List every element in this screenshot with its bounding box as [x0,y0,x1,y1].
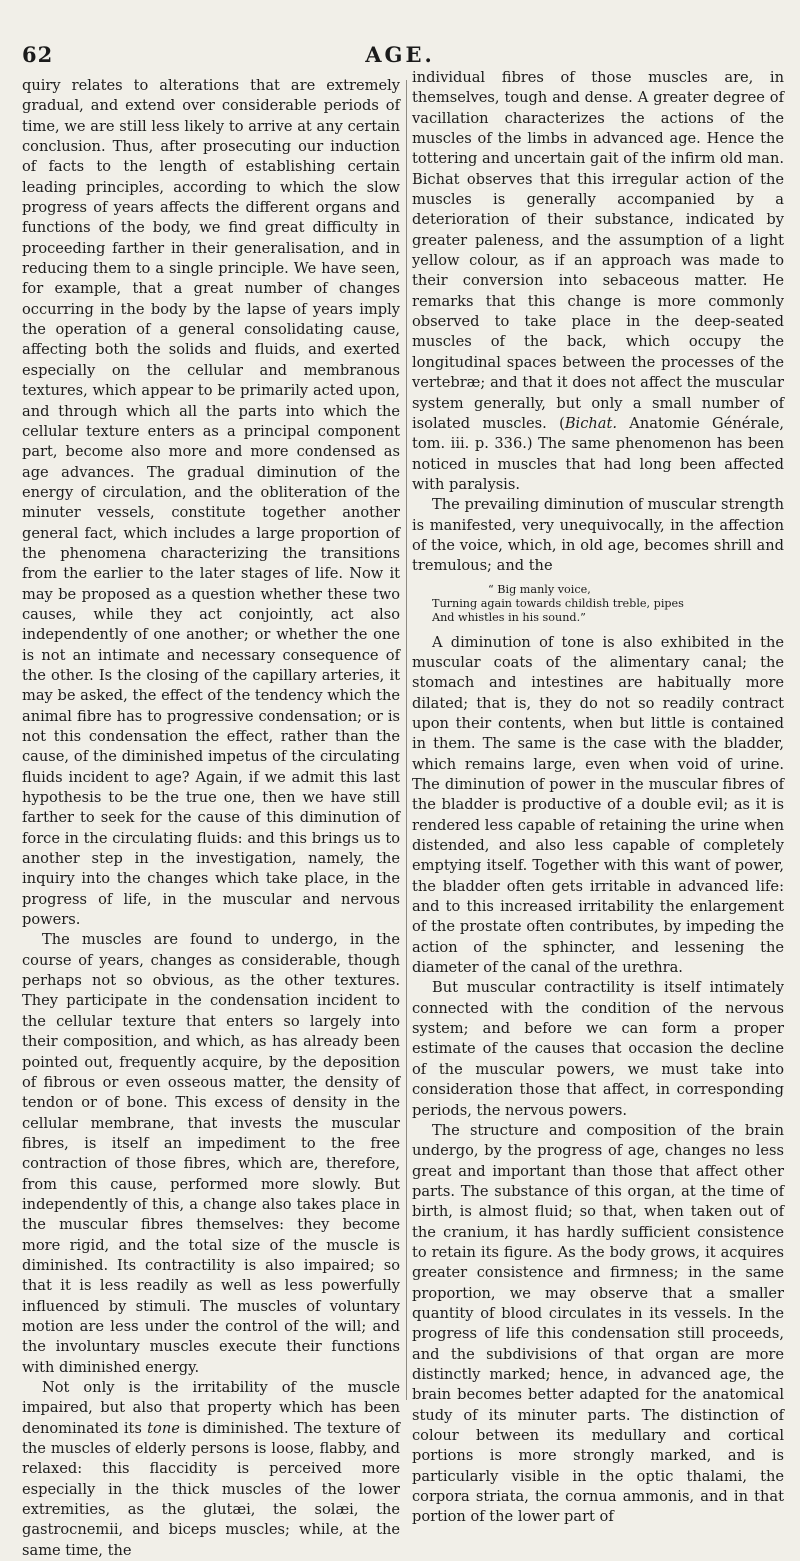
running-head: AGE. [365,42,435,67]
verse-line: “ Big manly voice, [488,582,591,596]
text-run: is diminished. The texture of the muscles of elderly persons is loose, flabby, and relaxed: this flaccidity is perceived more especially in the thick muscles of the lower extremities, as the glutæi, the solæi, the gastrocnemii, and biceps muscles; while, at the same time, the [22,1419,400,1559]
paragraph: The prevailing diminution of muscular strength is manifested, very unequivocally, in the affection of the voice, which, in old age, becomes shrill and tremulous; and the [412,496,784,575]
verse-line: And whistles in his sound.” [432,610,586,624]
paragraph: The muscles are found to undergo, in the course of years, changes as considerable, though perhaps not so obvious, as the other textures. They participate in the condensation incident to the cellular texture that enters so largely into their composition, and which, as has already been pointed out, frequently acquire, by the deposition of fibrous or even osseous matter, the density of tendon or of bone. This excess of density in the cellular membrane, that invests the muscular fibres, is itself an impediment to the free contraction of those fibres, which are, therefore, from this cause, performed more slowly. But independently of this, a change also takes place in the muscular fibres themselves: they become more rigid, and the total size of the muscle is diminished. Its contractility is also impaired; so that it is less readily as well as less powerfully influenced by stimuli. The muscles of voluntary motion are less under the control of the will; and the involuntary muscles execute their functions with diminished energy. [22,931,400,1376]
paragraph [412,68,784,495]
paragraph [22,1378,400,1561]
citation-author: Bichat. [564,414,617,432]
verse-quotation [412,583,784,625]
paragraph: quiry relates to alterations that are extremely gradual, and extend over considerable periods of time, we are still less likely to arrive at any certain conclusion. Thus, after prosecuting our induction of facts to the length of establishing certain leading principles, according to which the slow progress of years affects the different organs and functions of the body, we find great difficulty in proceeding farther in their generalisation, and in reducing them to a single principle. We have seen, for example, that a great number of changes occurring in the body by the lapse of years imply the operation of a general consolidating cause, affecting both the solids and fluids, and exerted especially on the cellular and membranous textures, which appear to be primarily acted upon, and through which all the parts into which the cellular texture enters as a principal component part, become also more and more condensed as age advances. The gradual diminution of the energy of circulation, and the obliteration of the minuter vessels, constitute together another general fact, which includes a large proportion of the phenomena characterizing the transitions from the earlier to the later stages of life. Now it may be proposed as a question whether these two causes, while they act conjointly, act also independently of one another; or whether the one is not an intimate and necessary consequence of the other. Is the closing of the capillary arteries, it may be asked, the effect of the tendency which the animal fibre has to progressive condensation; or is not this condensation the effect, rather than the cause, of the diminished impetus of the circulating fluids incident to age? Again, if we admit this last hypothesis to be the true one, then we have still farther to seek for the cause of this diminution of force in the circulating fluids: and this brings us to another step in the investigation, namely, the inquiry into the changes which take place, in the progress of life, in the muscular and nervous powers. [22,77,400,929]
verse-line: Turning again towards childish treble, pipes [432,596,684,610]
left-column [22,76,400,1559]
italic-term: tone [147,1419,180,1437]
text-run: individual fibres of those muscles are, in themselves, tough and dense. A greater degree of vacillation characterizes the actions of the muscles of the limbs in advanced age. Hence the tottering and uncertain gait of the infirm old man. Bichat observes that this irregular action of the muscles is generally accompanied by a deterioration of their substance, indicated by greater paleness, and the assumption of a light yellow colour, as if an approach was made to their conversion into sebaceous matter. He remarks that this change is more commonly observed to take place in the deep-seated muscles of the back, which occupy the longitudinal spaces between the processes of the vertebræ; and that it does not affect the muscular system generally, but only a small number of isolated muscles. ( [412,69,784,432]
paragraph: But muscular contractility is itself intimately connected with the condition of the nervous system; and before we can form a proper estimate of the causes that occasion the decline of the muscular powers, we must take into consideration those that affect, in corresponding periods, the nervous powers. [412,979,784,1119]
page-number: 62 [22,42,54,67]
right-column [412,68,784,1526]
column-divider [406,80,407,1400]
text-run: Not only is the irritability of the muscle impaired, but also that property which has been denominated its [22,1379,400,1437]
paragraph: A diminution of tone is also exhibited in the muscular coats of the alimentary canal; the stomach and intestines are habitually more dilated; that is, they do not so readily contract upon their contents, when but little is contained in them. The same is the case with the bladder, which remains large, even when void of urine. The diminution of power in the muscular fibres of the bladder is productive of a double evil; as it is rendered less capable of retaining the urine when distended, and also less capable of completely emptying itself. Together with this want of power, the bladder often gets irritable in advanced life: and to this increased irritability the enlargement of the prostate often contributes, by impeding the action of the sphincter, and lessening the diameter of the canal of the urethra. [412,633,784,977]
text-run: Anatomie Générale, tom. iii. p. 336.) The same phenomenon has been noticed in muscles that had long been affected with paralysis. [412,414,784,493]
paragraph: The structure and composition of the brain undergo, by the progress of age, changes no less great and important than those that affect other parts. The substance of this organ, at the time of birth, is almost fluid; so that, when taken out of the cranium, it has hardly sufficient consistence to retain its figure. As the body grows, it acquires greater consistence and firmness; in the same proportion, we may observe that a smaller quantity of blood circulates in its vessels. In the progress of life this condensation still proceeds, and the subdivisions of that organ are more distinctly marked; hence, in advanced age, the brain becomes better adapted for the anatomical study of its minuter parts. The distinction of colour between its medullary and cortical portions is more strongly marked, and is particularly visible in the optic thalami, the corpora striata, the cornua ammonis, and in that portion of the lower part of [412,1121,784,1526]
